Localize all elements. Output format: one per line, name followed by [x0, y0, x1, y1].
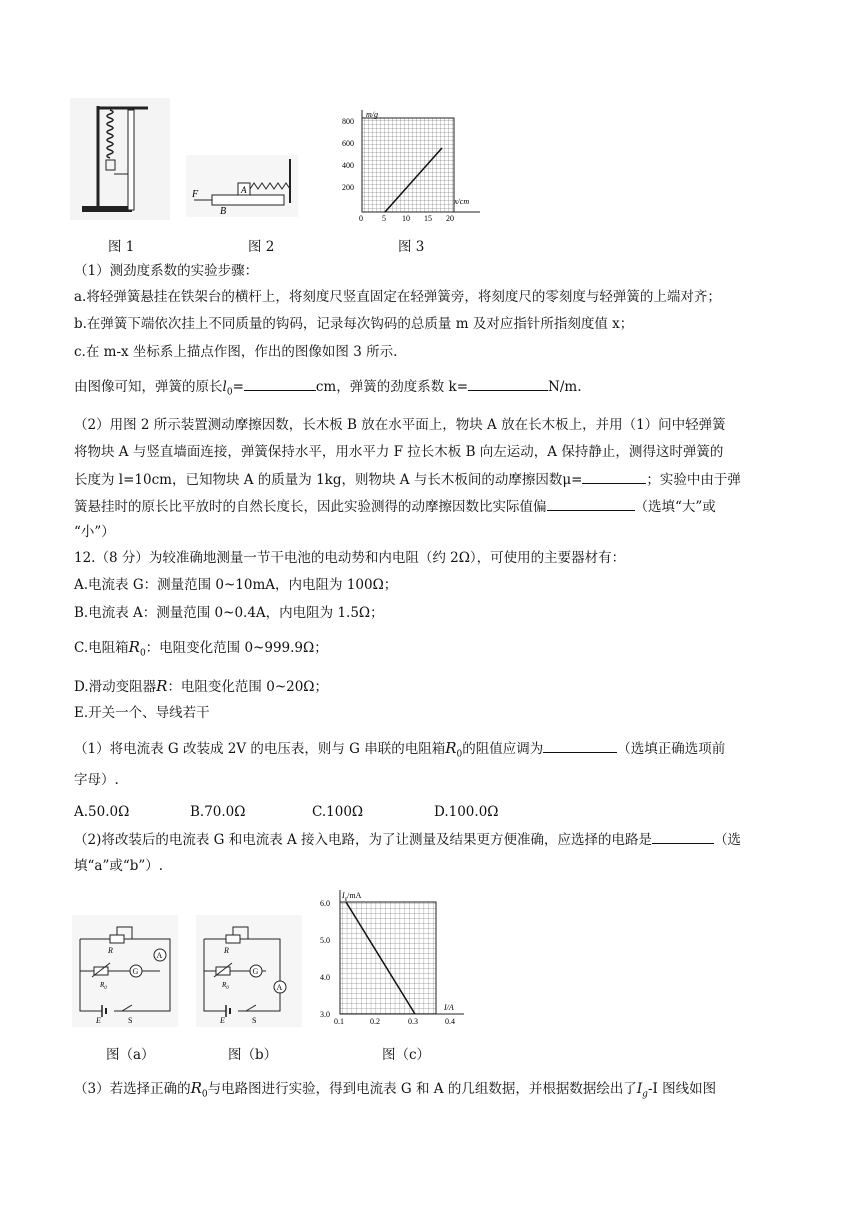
answer-blank-r0[interactable] [543, 739, 617, 753]
circuit-diagram-a [72, 915, 178, 1027]
fig-a-caption: 图（a） [106, 1047, 155, 1063]
q11-step-c: c.在 m-x 坐标系上描点作图，作出的图像如图 3 所示. [74, 344, 398, 360]
q12-choice-B[interactable]: B.70.0Ω [190, 804, 246, 820]
answer-blank-bias[interactable] [547, 497, 635, 511]
fig2-label-A: A [241, 185, 247, 195]
answer-blank-k[interactable] [468, 377, 548, 391]
fig3-xtick: 5 [382, 214, 386, 223]
circuit-b-G: G [252, 967, 259, 976]
figc-xtick: 0.1 [334, 1017, 344, 1026]
circuit-a-R0: $R_0$ [100, 981, 107, 991]
fig3-ytick: 200 [342, 183, 354, 192]
q11-part2-line4: 簧悬挂时的原长比平放时的自然长度长，因此实验测得的动摩擦因数比实际值偏 （选填“大”或 [74, 499, 716, 515]
fig3-xtick: 20 [446, 214, 454, 223]
figc-xlabel: I/A [444, 1003, 454, 1012]
figc-ylabel: $I_g/mA$ [342, 891, 362, 902]
fig2-label-B: B [220, 206, 227, 217]
q12-choice-D[interactable]: D.100.0Ω [434, 804, 499, 820]
fig-c-caption: 图（c） [382, 1047, 431, 1063]
q11-part2-line2: 将物块 A 与竖直墙面连接，弹簧保持水平，用水平力 F 拉长木板 B 向左运动，A 保持静止，测得这时弹簧的 [74, 444, 724, 460]
q11-part2-line1: （2）用图 2 所示装置测动摩擦因数，长木板 B 放在水平面上，物块 A 放在长木板上，并用（1）问中轻弹簧 [74, 417, 726, 433]
fig-b-caption: 图（b） [228, 1047, 278, 1063]
q12-p1-line2: 字母）. [74, 772, 119, 788]
q11-part1-title: （1）测劲度系数的实验步骤： [74, 263, 259, 279]
fig3-xtick: 15 [424, 214, 432, 223]
circuit-b-R: R [224, 946, 229, 955]
figure-2-friction-setup [186, 155, 298, 217]
figc-ytick: 4.0 [320, 973, 330, 982]
q11-step-b: b.在弹簧下端依次挂上不同质量的钩码，记录每次钩码的总质量 m 及对应指针所指刻度值 x； [74, 316, 634, 332]
figc-ytick: 6.0 [320, 899, 330, 908]
circuit-a-S: S [128, 1016, 133, 1025]
fig3-xtick: 0 [359, 214, 363, 223]
q11-answer-line: 由图像可知，弹簧的原长$l_0=$ cm，弹簧的劲度系数 k= N/m. [74, 379, 582, 398]
q11-part2-line3: 长度为 l=10cm，已知物块 A 的质量为 1kg，则物块 A 与长木板间的动摩擦因数μ= ；实验中由于弹 [74, 472, 741, 488]
figc-ytick: 5.0 [320, 936, 330, 945]
answer-blank-mu[interactable] [582, 470, 646, 484]
circuit-a-R: R [108, 946, 113, 955]
circuit-a-E: E [96, 1016, 101, 1025]
fig3-xtick: 10 [402, 214, 410, 223]
circuit-a-A: A [156, 951, 163, 960]
figure-1-stand [70, 98, 170, 220]
figc-xtick: 0.3 [408, 1017, 418, 1026]
q12-opt-C: C.电阻箱$R_0$：电阻变化范围 0~999.9Ω； [74, 638, 328, 659]
fig3-xlabel: x/cm [454, 197, 470, 206]
q12-choice-A[interactable]: A.50.0Ω [74, 804, 130, 820]
fig3-ytick: 600 [342, 139, 354, 148]
figure-c-ig-i-graph [318, 888, 468, 1028]
fig3-ytick: 400 [342, 161, 354, 170]
q12-opt-A: A.电流表 G：测量范围 0~10mA，内电阻为 100Ω； [74, 577, 398, 593]
fig2-caption: 图 2 [248, 239, 275, 255]
figure-3-m-x-graph [340, 108, 485, 223]
circuit-b-E: E [220, 1016, 225, 1025]
figc-xtick: 0.2 [370, 1017, 380, 1026]
q12-p2-line2: 填“a”或“b”）. [74, 858, 164, 874]
q12-p2-line1: （2)将改装后的电流表 G 和电流表 A 接入电路，为了让测量及结果更方便准确，应选择的电路是 （选 [74, 832, 742, 848]
circuit-b-R0: $R_0$ [222, 981, 229, 991]
figc-ytick: 3.0 [320, 1010, 330, 1019]
fig1-caption: 图 1 [108, 239, 135, 255]
q12-opt-D: D.滑动变阻器R：电阻变化范围 0~20Ω； [74, 677, 329, 695]
q12-header: 12.（8 分）为较准确地测量一节干电池的电动势和内电阻（约 2Ω），可使用的主要器材有： [74, 550, 626, 566]
answer-blank-circuit[interactable] [652, 830, 714, 844]
fig2-label-F: F [192, 189, 199, 200]
q12-p3-line1: （3）若选择正确的$R_0$与电路图进行实验，得到电流表 G 和 A 的几组数据，并根据数据绘出了$I_g-I$ 图线如图 [74, 1079, 717, 1100]
q11-step-a: a.将轻弹簧悬挂在铁架台的横杆上，将刻度尺竖直固定在轻弹簧旁，将刻度尺的零刻度与轻弹簧的上端对齐； [74, 289, 721, 305]
fig3-ytick: 800 [342, 117, 354, 126]
q12-p1-line1: （1）将电流表 G 改装成 2V 的电压表，则与 G 串联的电阻箱$R_0$的阻值应调为 （选填正确选项前 [74, 739, 726, 760]
q12-choice-C[interactable]: C.100Ω [312, 804, 364, 820]
circuit-b-A: A [276, 983, 283, 992]
q12-opt-B: B.电流表 A：测量范围 0~0.4A，内电阻为 1.5Ω； [74, 605, 384, 621]
answer-blank-l0[interactable] [244, 377, 316, 391]
figc-xtick: 0.4 [445, 1017, 455, 1026]
q11-part2-line5: “小”） [74, 524, 115, 540]
circuit-b-S: S [252, 1016, 257, 1025]
q12-opt-E: E.开关一个、导线若干 [74, 705, 210, 721]
fig3-ylabel: m/g [366, 110, 378, 119]
circuit-a-G: G [132, 967, 139, 976]
fig3-caption: 图 3 [398, 239, 425, 255]
circuit-diagram-b [196, 915, 302, 1027]
